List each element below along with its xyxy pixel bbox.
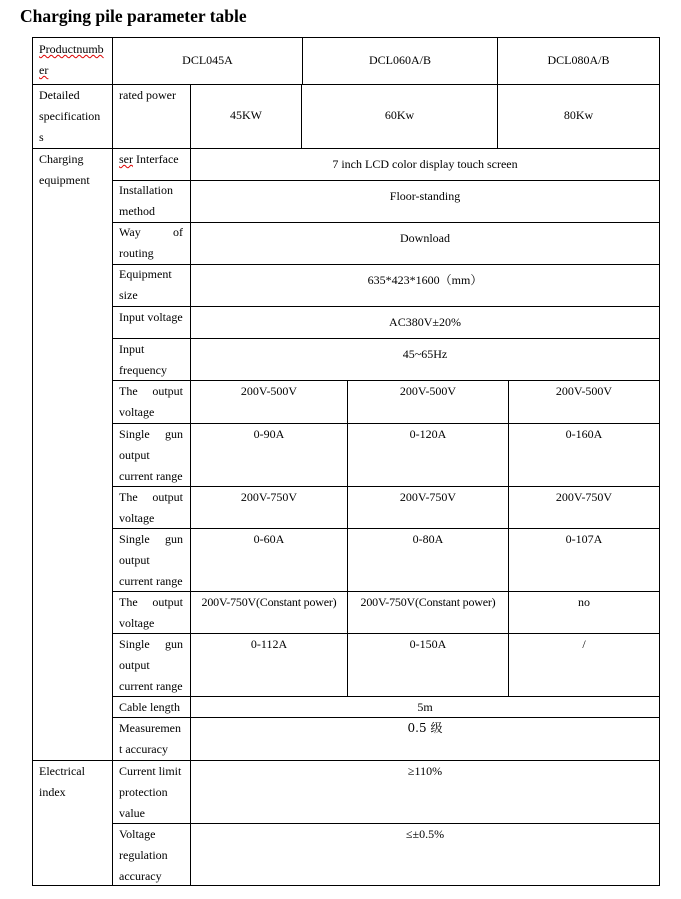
- label-line: frequency: [119, 363, 167, 377]
- measurement-accuracy-label: [119, 718, 181, 760]
- input-frequency-label: [119, 339, 167, 381]
- label-line: output: [119, 448, 150, 462]
- current-range-value: 0-112A: [250, 637, 288, 651]
- label-word: Single: [119, 532, 150, 546]
- label-line: [119, 381, 183, 402]
- output-voltage-value: 200V-750V(Constant power): [201, 595, 337, 609]
- label-word: Way: [119, 225, 141, 239]
- label-line: current range: [119, 574, 183, 588]
- label-line: current range: [119, 469, 183, 483]
- current-range-value: 0-80A: [412, 532, 444, 546]
- rated-power-value: 60Kw: [384, 108, 415, 122]
- output-voltage-value: 200V-750V: [240, 490, 298, 504]
- rated-power-value: 80Kw: [563, 108, 594, 122]
- label-line: Voltage: [119, 827, 156, 841]
- output-voltage-value: 200V-750V: [555, 490, 613, 504]
- label-line: output: [119, 553, 150, 567]
- section-label-line: Detailed: [39, 88, 80, 102]
- installation-value: Floor-standing: [389, 189, 461, 203]
- output-voltage-value: 200V-750V(Constant power): [360, 595, 496, 609]
- product-number-label-line: er: [39, 63, 49, 77]
- section-detailed-specifications: [39, 85, 100, 148]
- output-voltage-label: [119, 487, 183, 529]
- output-voltage-value: 200V-500V: [555, 384, 613, 398]
- label-line: Equipment: [119, 267, 172, 281]
- table-rule: [112, 338, 660, 339]
- output-voltage-value: 200V-750V: [399, 490, 457, 504]
- current-range-value: 0-120A: [409, 427, 447, 441]
- label-word: The: [119, 490, 138, 504]
- section-electrical-index: [39, 761, 85, 803]
- table-rule: [112, 264, 660, 265]
- model-header: DCL045A: [182, 53, 233, 67]
- label-line: size: [119, 288, 138, 302]
- output-voltage-label: [119, 381, 183, 423]
- product-number-label: [39, 39, 104, 81]
- single-gun-current-label: [119, 424, 183, 487]
- label-line: [119, 634, 183, 655]
- table-rule: [112, 37, 113, 886]
- label-line: [119, 529, 183, 550]
- current-range-value: 0-160A: [565, 427, 603, 441]
- section-label-line: Charging: [39, 152, 84, 166]
- label-word: gun: [165, 532, 183, 546]
- label-line: Installation: [119, 183, 173, 197]
- equipment-size-value: 635*423*1600（mm）: [367, 273, 483, 287]
- label-line: Current limit: [119, 764, 182, 778]
- label-word: Single: [119, 637, 150, 651]
- installation-label: [119, 180, 173, 222]
- label-line: value: [119, 806, 145, 820]
- user-interface-value: 7 inch LCD color display touch screen: [332, 157, 518, 171]
- cable-length-value: 5m: [417, 700, 433, 714]
- label-line: regulation: [119, 848, 168, 862]
- output-voltage-value: no: [578, 595, 590, 609]
- table-rule: [112, 306, 660, 307]
- input-voltage-value: AC380V±20%: [389, 315, 461, 329]
- label-word: Single: [119, 427, 150, 441]
- label-word: gun: [165, 427, 183, 441]
- single-gun-current-label: [119, 529, 183, 592]
- routing-value: Download: [400, 231, 450, 245]
- section-label-line: equipment: [39, 173, 90, 187]
- section-label-line: s: [39, 130, 44, 144]
- input-frequency-value: 45~65Hz: [402, 347, 448, 361]
- rated-power-value: 45KW: [230, 108, 262, 122]
- label-line: Measuremen: [119, 721, 181, 735]
- label-word: The: [119, 595, 138, 609]
- label-word: gun: [165, 637, 183, 651]
- current-limit-value: ≥110%: [407, 764, 443, 778]
- page-title: Charging pile parameter table: [20, 6, 247, 26]
- table-rule: [659, 37, 660, 886]
- label-line: protection: [119, 785, 168, 799]
- user-interface-label-part: ser: [119, 152, 133, 166]
- voltage-regulation-value: ≤±0.5%: [405, 827, 445, 841]
- output-voltage-value: 200V-500V: [240, 384, 298, 398]
- label-line: method: [119, 204, 155, 218]
- label-line: voltage: [119, 405, 155, 419]
- label-line: [119, 487, 183, 508]
- measurement-accuracy-value: 0.5 级: [407, 721, 443, 735]
- user-interface-label: [119, 149, 179, 170]
- label-line: current range: [119, 679, 183, 693]
- label-line: [119, 592, 183, 613]
- table-rule: [32, 37, 660, 38]
- rated-power-label: rated power: [119, 88, 176, 102]
- table-rule: [112, 222, 660, 223]
- label-word: output: [152, 595, 183, 609]
- label-line: t accuracy: [119, 742, 168, 756]
- label-line: accuracy: [119, 869, 162, 883]
- label-line: voltage: [119, 616, 155, 630]
- section-label-line: Electrical: [39, 764, 85, 778]
- current-limit-label: [119, 761, 181, 824]
- routing-label: [119, 222, 183, 264]
- label-line: [119, 424, 183, 445]
- label-line: Input: [119, 342, 145, 356]
- model-header: DCL060A/B: [368, 53, 431, 67]
- section-label-line: specification: [39, 109, 101, 123]
- user-interface-label-part: Interface: [136, 152, 179, 166]
- label-word: output: [152, 384, 183, 398]
- output-voltage-label: [119, 592, 183, 634]
- current-range-value: 0-150A: [409, 637, 447, 651]
- label-line: voltage: [119, 511, 155, 525]
- label-word: The: [119, 384, 138, 398]
- input-voltage-label: Input voltage: [119, 310, 183, 324]
- label-word: output: [152, 490, 183, 504]
- label-line: routing: [119, 246, 154, 260]
- single-gun-current-label: [119, 634, 183, 697]
- table-rule: [112, 180, 660, 181]
- product-number-label-line: Productnumb: [39, 42, 104, 56]
- label-line: [119, 222, 183, 243]
- label-line: output: [119, 658, 150, 672]
- section-label-line: index: [39, 785, 66, 799]
- equipment-size-label: [119, 264, 172, 306]
- output-voltage-value: 200V-500V: [399, 384, 457, 398]
- current-range-value: 0-60A: [253, 532, 285, 546]
- cable-length-label: Cable length: [119, 700, 180, 714]
- label-word: of: [173, 225, 183, 239]
- section-charging-equipment: [39, 149, 90, 191]
- table-rule: [32, 37, 33, 886]
- current-range-value: /: [582, 637, 586, 651]
- current-range-value: 0-107A: [565, 532, 603, 546]
- model-header: DCL080A/B: [547, 53, 610, 67]
- voltage-regulation-label: [119, 824, 168, 887]
- current-range-value: 0-90A: [253, 427, 285, 441]
